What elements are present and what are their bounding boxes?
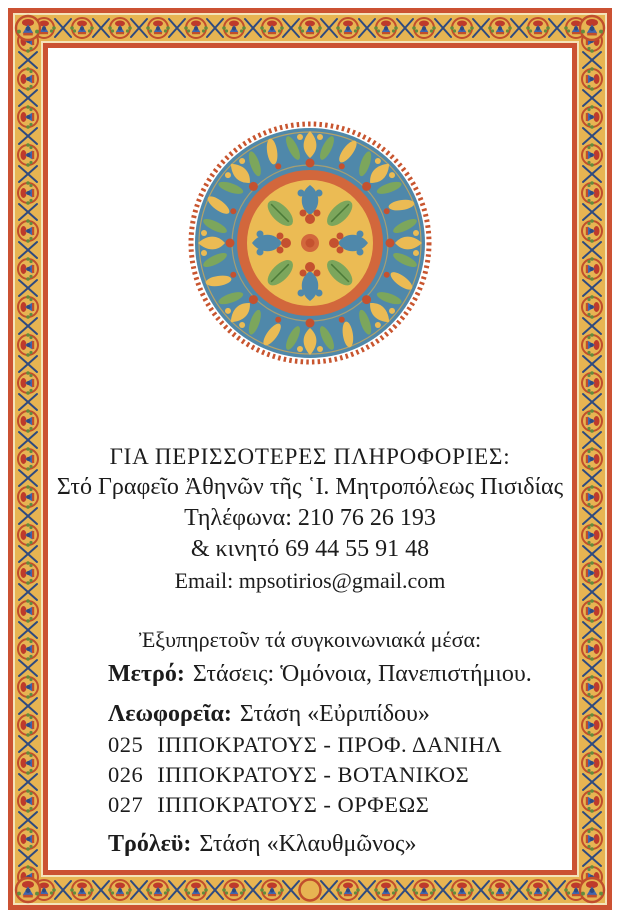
corner-medallion xyxy=(16,16,40,40)
transport-block xyxy=(48,624,572,860)
corner-medallion xyxy=(16,878,40,902)
trolley-line xyxy=(48,829,572,860)
bus-route-row xyxy=(48,760,572,790)
bus-text: Στάση «Εὐριπίδου» xyxy=(239,701,430,727)
corner-medallion xyxy=(580,16,604,40)
flyer-content xyxy=(48,441,572,860)
office-line: Στό Γραφεῖο Ἀθηνῶν τῆς ῾Ι. Μητροπόλεως Πισιδίας xyxy=(56,474,564,500)
mobile-line: & κινητό 69 44 55 91 48 xyxy=(190,536,430,562)
bus-route-name: ΙΠΠΟΚΡΑΤΟΥΣ - ΒΟΤΑΝΙΚΟΣ xyxy=(157,762,470,787)
metro-line xyxy=(48,659,572,690)
bus-label: Λεωφορεῖα: xyxy=(108,701,232,727)
trolley-text: Στάση «Κλαυθμῶνος» xyxy=(199,831,417,857)
bus-route-row xyxy=(48,790,572,820)
metro-label: Μετρό: xyxy=(108,661,185,687)
metro-text: Στάσεις: Ὁμόνοια, Πανεπιστήμιου. xyxy=(192,661,532,687)
bus-route-number: 027 xyxy=(108,792,144,817)
info-heading: ΓΙΑ ΠΕΡΙΣΣΟΤΕΡΕΣ ΠΛΗΡΟΦΟΡΙΕΣ: xyxy=(109,444,511,469)
bus-route-number: 025 xyxy=(108,732,144,757)
bus-route-row xyxy=(48,730,572,760)
phones-line: Τηλέφωνα: 210 76 26 193 xyxy=(184,505,436,531)
trolley-label: Τρόλεϋ: xyxy=(108,831,192,857)
bus-route-name: ΙΠΠΟΚΡΑΤΟΥΣ - ΠΡΟΦ. ΔΑΝΙΗΛ xyxy=(157,732,503,757)
bus-line xyxy=(48,699,572,730)
transport-heading: Ἐξυπηρετοῦν τά συγκοινωνιακά μέσα: xyxy=(138,627,482,652)
email-line: Email: mpsotirios@gmail.com xyxy=(174,568,446,593)
bus-route-number: 026 xyxy=(108,762,144,787)
bottom-center-ring xyxy=(300,880,321,901)
contact-block xyxy=(48,441,572,596)
corner-medallion xyxy=(580,878,604,902)
bus-route-name: ΙΠΠΟΚΡΑΤΟΥΣ - ΟΡΦΕΩΣ xyxy=(157,792,430,817)
